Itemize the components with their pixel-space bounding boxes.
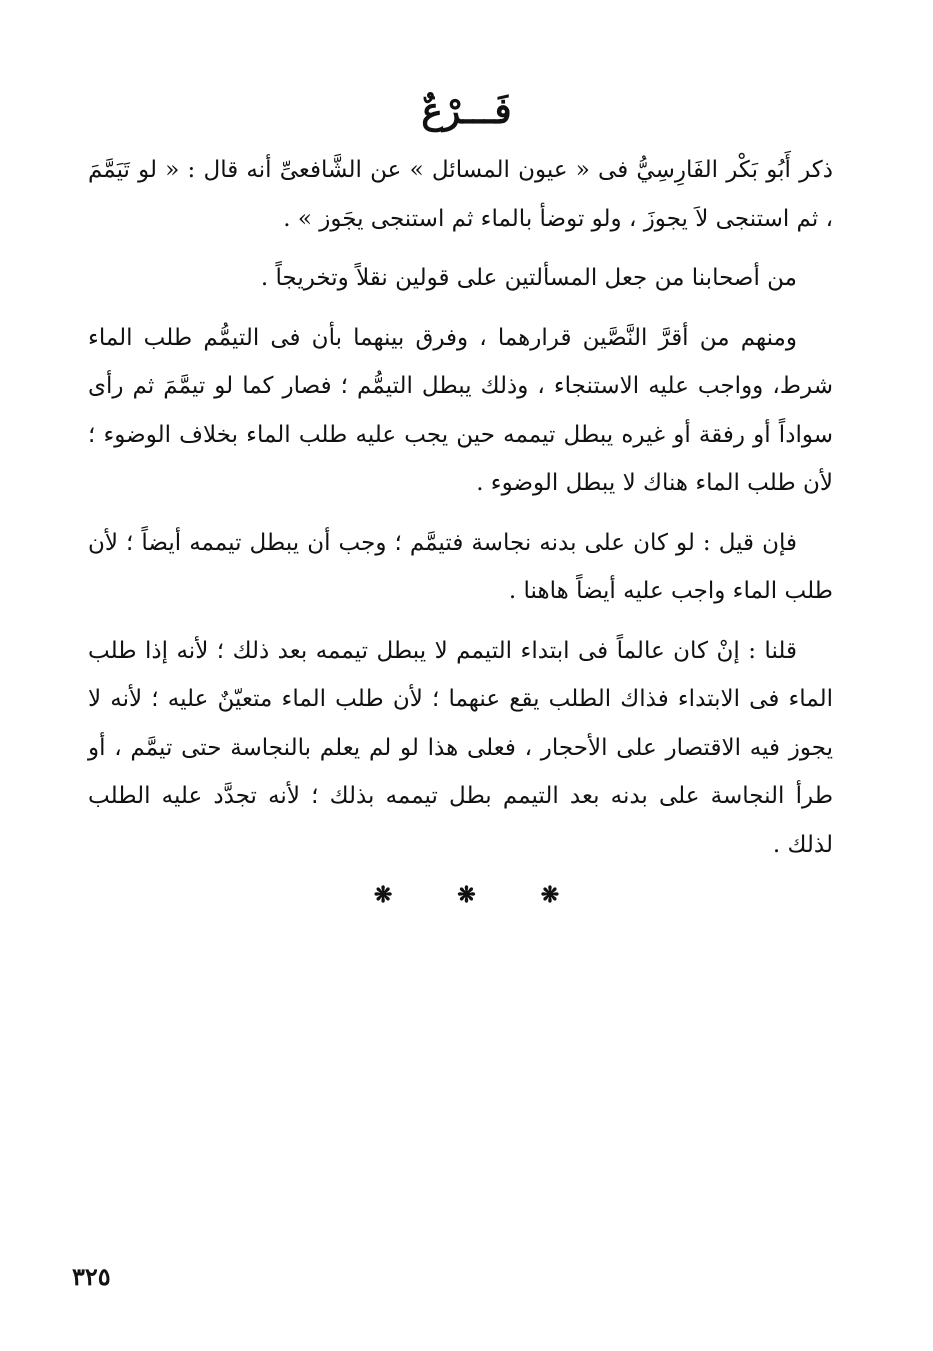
body-text <box>88 146 833 880</box>
paragraph-1: ذكر أَبُو بَكْر الفَارِسِيُّ فى « عيون المسائل » عن الشَّافعىِّ أنه قال : « لو تَيَمَّمَ ، ثم استنجى لاَ يجوزَ ، ولو توضأ بالماء ثم استنجى يجَوز » . <box>88 157 833 232</box>
separator-star-icon: ❋ <box>457 882 476 908</box>
paragraph-4: فإن قيل : لو كان على بدنه نجاسة فتيمَّم ؛ وجب أن يبطل تيممه أيضاً ؛ لأن طلب الماء واجب عليه أيضاً هاهنا . <box>88 529 833 604</box>
paragraph-3: ومنهم من أقرَّ النَّصَّين قرارهما ، وفرق بينهما بأن فى التيمُّم طلب الماء شرط، وواجب عليه الاستنجاء ، وذلك يبطل التيمُّم ؛ فصار كما لو تيمَّمَ ثم رأى سواداً أو رفقة أو غيره يبطل تيممه حين يجب عليه طلب الماء بخلاف الوضوء ؛ لأن طلب الماء هناك لا يبطل الوضوء . <box>88 324 833 496</box>
section-heading: فَـــرْعٌ <box>421 90 512 132</box>
page-number: ٣٢٥ <box>72 1262 111 1291</box>
section-separator <box>0 882 933 908</box>
paragraph-2: من أصحابنا من جعل المسألتين على قولين نقلاً وتخريجاً . <box>260 265 797 291</box>
separator-star-icon: ❋ <box>373 882 393 908</box>
separator-star-icon: ❋ <box>540 882 560 908</box>
paragraph-5: قلنا : إنْ كان عالماً فى ابتداء التيمم لا يبطل تيممه بعد ذلك ؛ لأنه إذا طلب الماء فى الابتداء فذاك الطلب يقع عنهما ؛ لأن طلب الماء متعيّنٌ عليه ؛ لأنه لا يجوز فيه الاقتصار على الأحجار ، فعلى هذا لو لم يعلم بالنجاسة حتى تيمَّم ، أو طرأ النجاسة على بدنه بعد التيمم بطل تيممه بذلك ؛ لأنه تجدَّد عليه الطلب لذلك . <box>88 637 833 858</box>
